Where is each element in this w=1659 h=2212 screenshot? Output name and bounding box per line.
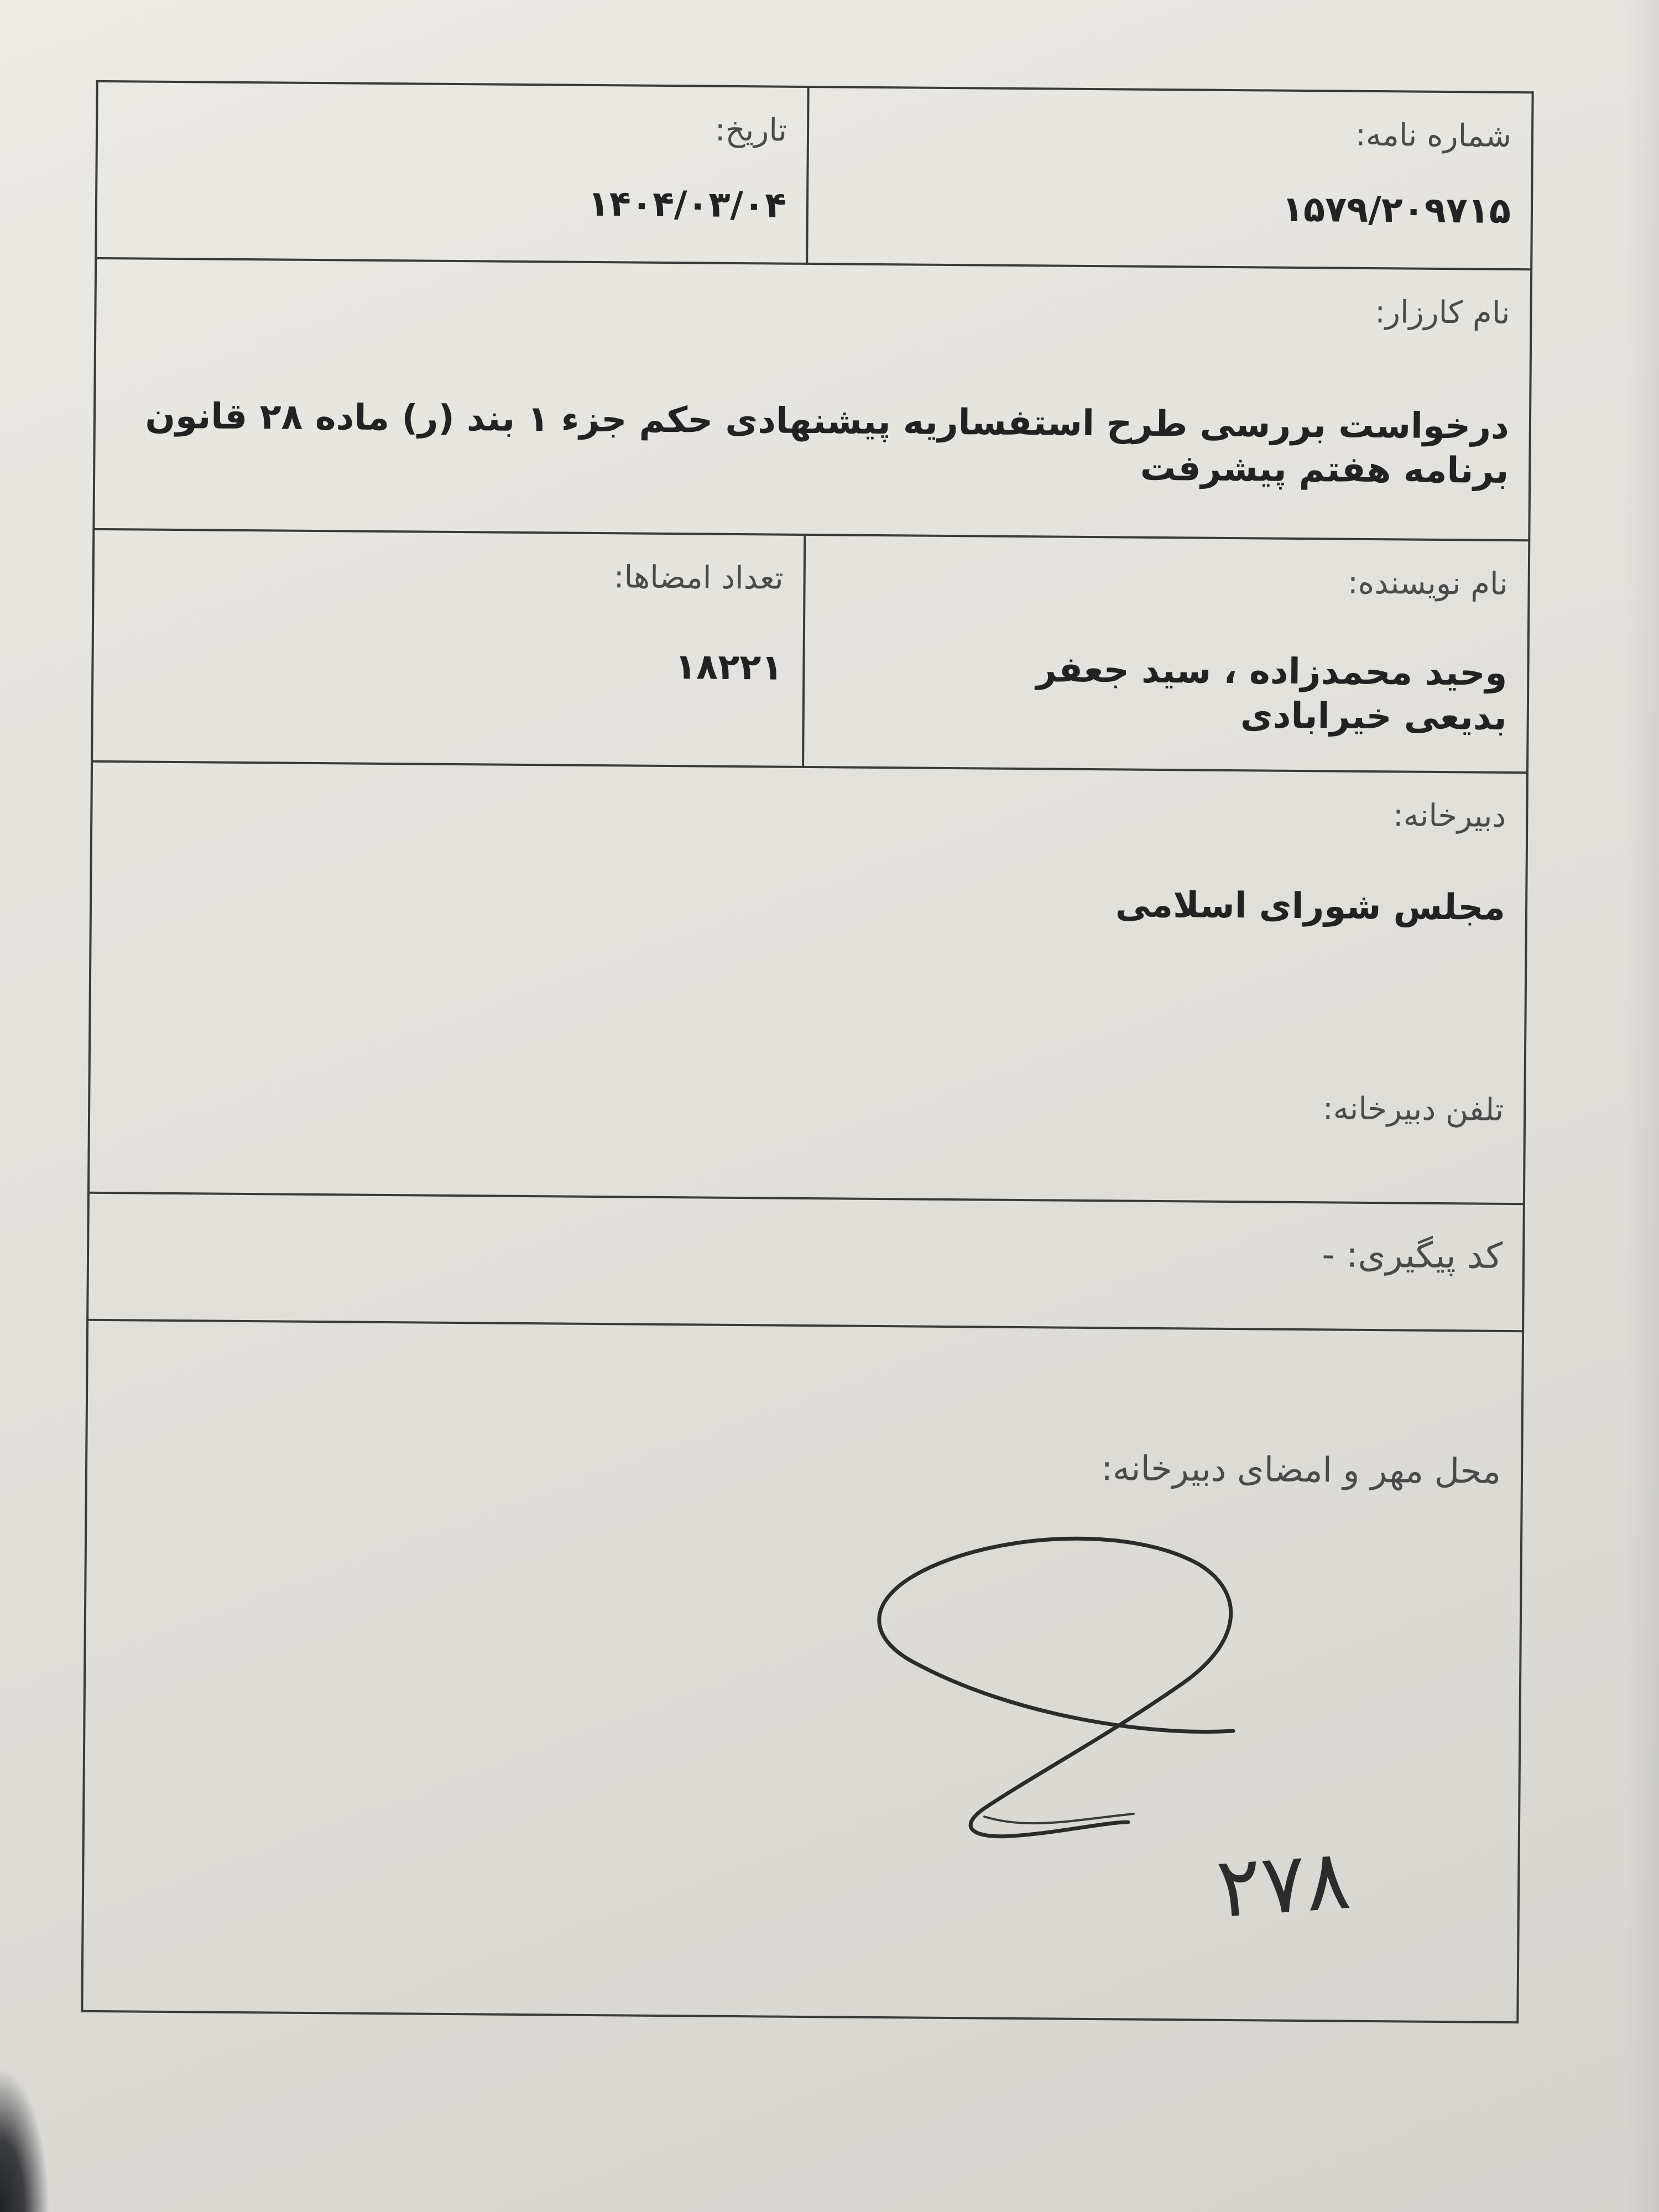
secretariat-row xyxy=(88,761,1527,1204)
subject-value: درخواست بررسی طرح استفساریه پیشنهادی حکم جزء ۱ بند (ر) ماده ۲۸ قانون برنامه هفتم پیشرفت xyxy=(145,395,1510,492)
tracking-code-value: - xyxy=(1322,1234,1335,1276)
tracking-cell xyxy=(87,1193,1524,1331)
date-value: ۱۴۰۴/۰۳/۰۴ xyxy=(587,183,787,226)
subject-row xyxy=(93,258,1531,540)
stamp-label: محل مهر و امضای دبیرخانه: xyxy=(1100,1448,1501,1491)
secretariat-cell xyxy=(88,761,1527,1204)
author-value: وحید محمدزاده ، سید جعفر بدیعی خیرابادی xyxy=(1036,649,1507,738)
page-edge-shade xyxy=(1626,0,1659,2212)
subject-label: نام کارزار: xyxy=(1374,294,1510,331)
author-label: نام نویسنده: xyxy=(1347,565,1508,602)
handwritten-signature-drawing xyxy=(846,1532,1465,1952)
handwritten-number: ۲۷۸ xyxy=(1213,1831,1354,1937)
letter-number-value: ۱۵۷۹/۲۰۹۷۱۵ xyxy=(1281,189,1511,232)
secretariat-value: مجلس شورای اسلامی xyxy=(1115,884,1506,928)
corner-shadow xyxy=(0,2068,50,2212)
tracking-code-label: کد پیگیری: xyxy=(1345,1234,1503,1277)
signatures-count-label: تعداد امضاها: xyxy=(613,559,784,597)
date-label: تاریخ: xyxy=(714,112,787,149)
tracking-row xyxy=(87,1193,1524,1331)
secretariat-label: دبیرخانه: xyxy=(1392,797,1506,834)
tracking-line xyxy=(109,1223,1503,1280)
signatures-count-value: ۱۸۲۲۱ xyxy=(674,646,783,688)
letter-number-label: شماره نامه: xyxy=(1355,117,1512,154)
subject-cell xyxy=(93,258,1531,540)
date-cell xyxy=(96,81,808,264)
signatures-count-cell xyxy=(92,529,805,767)
author-row xyxy=(92,529,1529,773)
secretariat-phone-label: تلفن دبیرخانه: xyxy=(1322,1091,1504,1128)
author-cell xyxy=(803,535,1529,773)
letter-number-cell xyxy=(807,87,1532,269)
header-row xyxy=(96,81,1532,269)
